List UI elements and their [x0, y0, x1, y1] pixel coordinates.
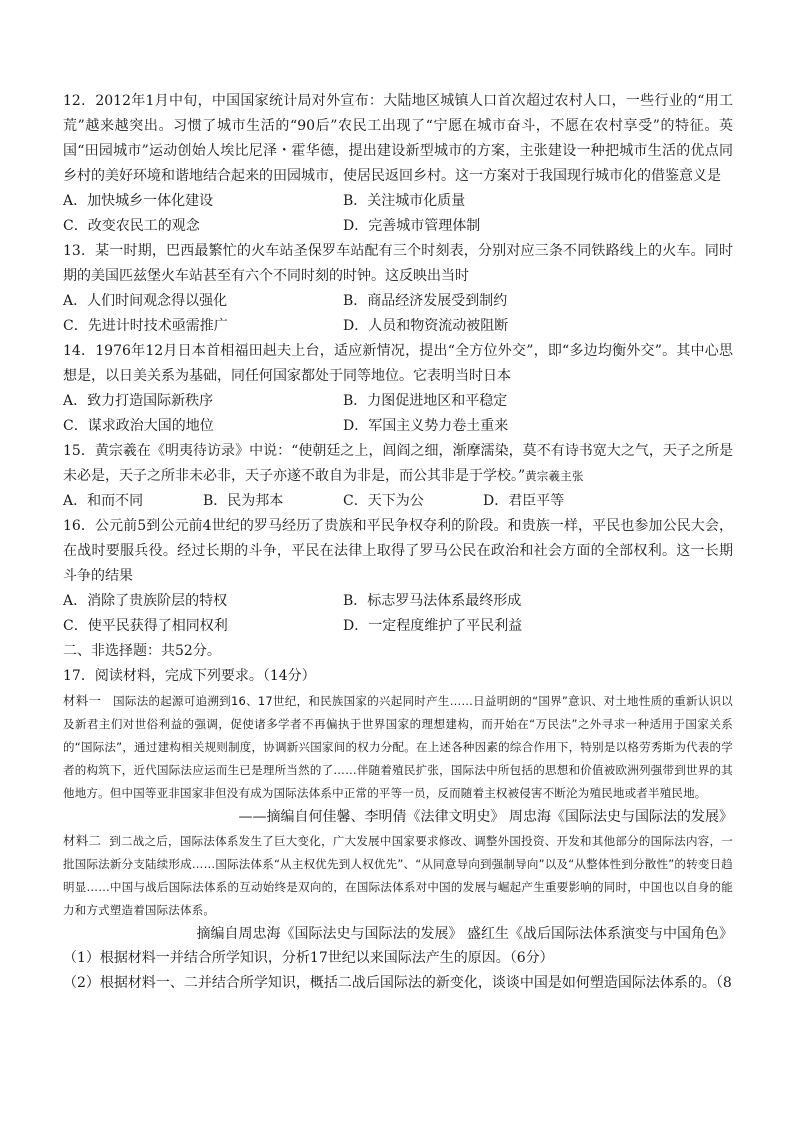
question-15-options-row [63, 489, 733, 514]
question-14-option-b[interactable]: B．力图促进地区和平稳定 [343, 393, 508, 409]
question-12-options-row-2 [63, 214, 733, 239]
question-14-stem: 14．1976年12月日本首相福田赳夫上台，适应新情况，提出“全方位外交”，即“多边均衡外交”。其中心思想是，以日美关系为基础，同任何国家都处于同等地位。它表明当时日本 [63, 343, 733, 384]
question-13-stem: 13．某一时期，巴西最繁忙的火车站圣保罗车站配有三个时刻表，分别对应三条不同铁路线上的火车。同时期的美国匹兹堡火车站甚至有六个不同时刻的时钟。这反映出当时 [63, 243, 733, 284]
question-13-option-c[interactable]: C．先进计时技术亟需推广 [63, 318, 228, 334]
question-16-options-row-2 [63, 614, 733, 639]
question-17-sub-1: （1）根据材料一并结合所学知识，分析17世纪以来国际法产生的原因。（6分） [63, 950, 554, 966]
question-12-option-a[interactable]: A．加快城乡一体化建设 [63, 193, 214, 209]
question-17-material-1 [63, 689, 733, 805]
material-1-label: 材料一 [63, 693, 102, 708]
question-16-option-c[interactable]: C．使平民获得了相同权利 [63, 618, 228, 634]
question-17-material-2 [63, 829, 733, 922]
question-17-sub-2: （2）根据材料一、二并结合所学知识，概括二战后国际法的新变化，谈谈中国是如何塑造国际法体系的。（8 [63, 975, 732, 991]
question-14-option-d[interactable]: D．军国主义势力卷土重来 [343, 418, 509, 434]
question-13-option-a[interactable]: A．人们时间观念得以强化 [63, 293, 228, 309]
question-12-option-c[interactable]: C．改变农民工的观念 [63, 218, 200, 234]
question-12-options-row-1 [63, 189, 733, 214]
question-14-option-a[interactable]: A．致力打造国际新秩序 [63, 393, 214, 409]
question-13-options-row-1 [63, 289, 733, 314]
question-14-option-c[interactable]: C．谋求政治大国的地位 [63, 418, 214, 434]
question-17-source-1: ——摘编自何佳馨、李明倩《法律文明史》 周忠海《国际法史与国际法的发展》 [238, 809, 733, 825]
question-14-options-row-1 [63, 389, 733, 414]
question-15-stem-main: 15．黄宗羲在《明夷待访录》中说：“使朝廷之上，闾阎之细，渐摩濡染，莫不有诗书宽大之气，天子之所是未必是，天子之所非未必非，天子亦遂不敢自为非是，而公其非是于学校。” [63, 443, 733, 484]
material-2-text: 到二战之后，国际法体系发生了巨大变化，广大发展中国家要求修改、调整外国投资、开发和其他部分的国际法内容，一批国际法新分支陆续形成……国际法体系“从主权优先到人权优先”、“从同意导向到强制导向”以及“从整体性到分散性”的转变日趋明显……中国与战后国际法体系的互动始终是双向的，在国际法体系对中国的发展与崛起产生重要影响的同时，中国也以自身的能力和方式塑造着国际法体系。 [63, 834, 734, 917]
exam-content [63, 89, 733, 996]
question-12-option-d[interactable]: D．完善城市管理体制 [343, 218, 481, 234]
question-16-options-row-1 [63, 589, 733, 614]
question-15-option-c[interactable]: C．天下为公 [343, 493, 424, 509]
question-15-option-d[interactable]: D．君臣平等 [483, 493, 565, 509]
question-15-option-b[interactable]: B．民为邦本 [203, 493, 284, 509]
material-1-text: 国际法的起源可追溯到16、17世纪，和民族国家的兴起同时产生……日益明朗的“国界”意识、对土地性质的重新认识以及新君主们对世俗利益的强调，促使诸多学者不再偏执于世界国家的理想建构，而开始在“万民法”之外寻求一种适用于国家关系的“国际法”，通过建构相关规则制度，协调新兴国家间的权力分配。在上述各种因素的综合作用下，特别是以格劳秀斯为代表的学者的构筑下，近代国际法应运而生已是理所当然的了……伴随着殖民扩张，国际法中所包括的思想和价值被欧洲列强带到世界的其他地方。但中国等亚非国家非但没有成为国际法体系中正常的平等一员，反而随着主权被侵害不断沦为殖民地或者半殖民地。 [63, 694, 733, 800]
material-2-label: 材料二 [63, 833, 102, 848]
question-16-stem: 16．公元前5到公元前4世纪的罗马经历了贵族和平民争权夺利的阶段。和贵族一样，平民也参加公民大会，在战时要服兵役。经过长期的斗争，平民在法律上取得了罗马公民在政治和社会方面的全部权利。这一长期斗争的结果 [63, 518, 733, 584]
question-15-option-a[interactable]: A．和而不同 [63, 493, 144, 509]
question-13-option-d[interactable]: D．人员和物资流动被阻断 [343, 318, 509, 334]
question-13-option-b[interactable]: B．商品经济发展受到制约 [343, 293, 508, 309]
question-16-option-b[interactable]: B．标志罗马法体系最终形成 [343, 593, 522, 609]
question-17-stem: 17．阅读材料，完成下列要求。（14分） [63, 668, 316, 684]
question-12-option-b[interactable]: B．关注城市化质量 [343, 193, 466, 209]
question-16-option-a[interactable]: A．消除了贵族阶层的特权 [63, 593, 228, 609]
section-2-title: 二、非选择题：共52分。 [63, 643, 221, 659]
question-15-stem-tail: 黄宗羲主张 [525, 469, 584, 483]
question-14-options-row-2 [63, 414, 733, 439]
question-15-stem [63, 439, 733, 489]
question-17-source-2: 摘编自周忠海《国际法史与国际法的发展》 盛红生《战后国际法体系演变与中国角色》 [196, 926, 733, 942]
question-12-stem: 12．2012年1月中旬，中国国家统计局对外宣布：大陆地区城镇人口首次超过农村人口，一些行业的“用工荒”越来越突出。习惯了城市生活的“90后”农民工出现了“宁愿在城市奋斗，不愿在农村享受”的特征。英国“田园城市”运动创始人埃比尼泽・霍华德，提出建设新型城市的方案，主张建设一种把城市生活的优点同乡村的美好环境和谐地结合起来的田园城市，使居民返回乡村。这一方案对于我国现行城市化的借鉴意义是 [63, 93, 733, 184]
question-16-option-d[interactable]: D．一定程度维护了平民利益 [343, 618, 523, 634]
question-13-options-row-2 [63, 314, 733, 339]
